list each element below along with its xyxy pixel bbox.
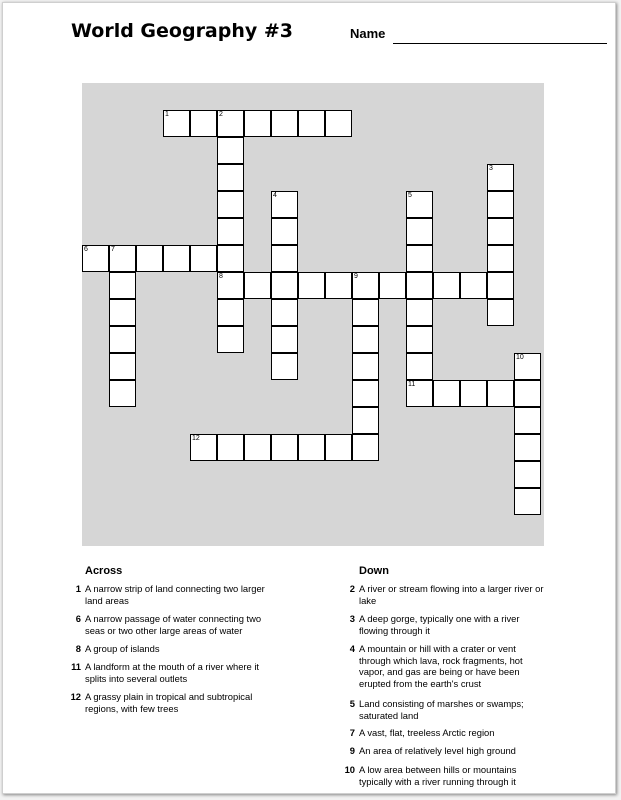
crossword-cell[interactable]	[217, 164, 244, 191]
clue-number: 2	[349, 583, 355, 594]
crossword-cell[interactable]	[217, 299, 244, 326]
clue-line: A group of islands	[85, 643, 160, 654]
clue-line: regions, with few trees	[85, 702, 179, 714]
crossword-cell[interactable]	[352, 407, 379, 434]
clue-number: 4	[273, 192, 277, 199]
crossword-cell[interactable]	[352, 434, 379, 461]
clue-line: A landform at the mouth of a river where it	[85, 661, 260, 672]
clue-text	[85, 583, 265, 606]
crossword-cell[interactable]	[325, 272, 352, 299]
clue-line: An area of relatively level high ground	[359, 745, 516, 756]
crossword-cell[interactable]	[406, 380, 433, 407]
crossword-cell[interactable]	[487, 164, 514, 191]
clue-line: A narrow strip of land connecting two larger	[85, 583, 265, 594]
crossword-cell[interactable]	[514, 488, 541, 515]
crossword-cell[interactable]	[487, 191, 514, 218]
clue-number: 9	[349, 745, 355, 756]
crossword-cell[interactable]	[109, 245, 136, 272]
clue-number: 1	[165, 111, 169, 118]
name-line	[393, 43, 607, 44]
crossword-cell[interactable]	[271, 326, 298, 353]
clue-text	[359, 643, 523, 689]
crossword-cell[interactable]	[325, 434, 352, 461]
clue-line: splits into several outlets	[85, 672, 188, 684]
crossword-cell[interactable]	[379, 272, 406, 299]
crossword-cell[interactable]	[244, 434, 271, 461]
clue-line: A vast, flat, treeless Arctic region	[359, 727, 495, 738]
clue-line: A mountain or hill with a crater or vent	[359, 643, 516, 654]
crossword-cell[interactable]	[271, 245, 298, 272]
clue-line: A river or stream flowing into a larger river or	[359, 583, 544, 594]
crossword-cell[interactable]	[190, 245, 217, 272]
clue-number: 5	[349, 698, 355, 709]
crossword-cell[interactable]	[487, 218, 514, 245]
clue-text	[359, 583, 543, 606]
clue-line: through which lava, rock fragments, hot	[359, 654, 523, 666]
crossword-cell[interactable]	[271, 191, 298, 218]
crossword-cell[interactable]	[136, 245, 163, 272]
crossword-cell[interactable]	[217, 110, 244, 137]
crossword-cell[interactable]	[514, 461, 541, 488]
clue-number: 7	[111, 246, 115, 253]
crossword-cell[interactable]	[271, 218, 298, 245]
crossword-grid	[82, 83, 544, 546]
clue-number: 4	[349, 643, 355, 654]
clue-line: A grassy plain in tropical and subtropical	[85, 691, 253, 702]
crossword-cell[interactable]	[514, 353, 541, 380]
clue-text	[359, 727, 494, 739]
crossword-cell[interactable]	[406, 245, 433, 272]
clue-line: Land consisting of marshes or swamps;	[359, 698, 524, 709]
clue-text	[359, 698, 524, 721]
clue-number: 3	[349, 613, 355, 624]
clue-line: A low area between hills or mountains	[359, 764, 517, 775]
crossword-cell[interactable]	[406, 299, 433, 326]
clue-number: 10	[516, 354, 524, 361]
crossword-cell[interactable]	[109, 380, 136, 407]
clue-line: saturated land	[359, 709, 419, 721]
clue-text	[85, 661, 259, 684]
clue-line: seas or two other large areas of water	[85, 624, 243, 636]
crossword-cell[interactable]	[433, 380, 460, 407]
clue-text	[85, 613, 261, 636]
clue-number: 12	[70, 691, 81, 702]
clue-number: 3	[489, 165, 493, 172]
clue-number: 8	[219, 273, 223, 280]
crossword-cell[interactable]	[298, 272, 325, 299]
crossword-cell[interactable]	[271, 353, 298, 380]
crossword-cell[interactable]	[406, 272, 433, 299]
crossword-cell[interactable]	[271, 110, 298, 137]
crossword-cell[interactable]	[217, 218, 244, 245]
clue-number: 10	[344, 764, 355, 775]
crossword-cell[interactable]	[514, 380, 541, 407]
crossword-cell[interactable]	[406, 353, 433, 380]
clue-line: A deep gorge, typically one with a river	[359, 613, 520, 624]
crossword-cell[interactable]	[460, 380, 487, 407]
clue-line: lake	[359, 594, 377, 606]
crossword-cell[interactable]	[190, 434, 217, 461]
crossword-cell[interactable]	[217, 326, 244, 353]
crossword-cell[interactable]	[298, 110, 325, 137]
crossword-cell[interactable]	[487, 272, 514, 299]
clue-number: 2	[219, 111, 223, 118]
crossword-cell[interactable]	[487, 380, 514, 407]
worksheet-title: World Geography #3	[71, 20, 294, 42]
crossword-cell[interactable]	[163, 110, 190, 137]
crossword-cell[interactable]	[109, 326, 136, 353]
clue-number: 9	[354, 273, 358, 280]
clue-number: 11	[408, 381, 416, 388]
clue-line: A narrow passage of water connecting two	[85, 613, 262, 624]
crossword-cell[interactable]	[433, 272, 460, 299]
crossword-cell[interactable]	[217, 191, 244, 218]
crossword-cell[interactable]	[271, 434, 298, 461]
crossword-cell[interactable]	[325, 110, 352, 137]
clue-line: typically with a river running through it	[359, 775, 516, 787]
crossword-cell[interactable]	[163, 245, 190, 272]
crossword-cell[interactable]	[82, 245, 109, 272]
down-heading: Down	[359, 565, 389, 577]
crossword-cell[interactable]	[109, 299, 136, 326]
crossword-cell[interactable]	[514, 407, 541, 434]
clue-line: land areas	[85, 594, 129, 606]
crossword-cell[interactable]	[109, 272, 136, 299]
clue-line: vapor, and gas are being or have been	[359, 666, 520, 678]
clue-number: 5	[408, 192, 412, 199]
across-heading: Across	[85, 565, 123, 577]
crossword-cell[interactable]	[217, 434, 244, 461]
clue-number: 6	[75, 613, 81, 624]
name-label: Name	[350, 26, 386, 41]
crossword-cell[interactable]	[406, 191, 433, 218]
clue-number: 1	[75, 583, 81, 594]
crossword-cell[interactable]	[352, 353, 379, 380]
clue-text	[85, 691, 252, 714]
crossword-cell[interactable]	[352, 326, 379, 353]
crossword-cell[interactable]	[217, 272, 244, 299]
crossword-cell[interactable]	[352, 272, 379, 299]
clue-number: 12	[192, 435, 200, 442]
clue-number: 6	[84, 246, 88, 253]
crossword-cell[interactable]	[217, 245, 244, 272]
crossword-cell[interactable]	[244, 110, 271, 137]
clue-number: 7	[349, 727, 355, 738]
crossword-cell[interactable]	[244, 272, 271, 299]
clue-number: 11	[71, 661, 81, 672]
crossword-cell[interactable]	[109, 353, 136, 380]
clue-line: flowing through it	[359, 624, 430, 636]
clue-text	[359, 745, 516, 757]
crossword-cell[interactable]	[271, 272, 298, 299]
crossword-cell[interactable]	[352, 299, 379, 326]
crossword-cell[interactable]	[514, 434, 541, 461]
crossword-cell[interactable]	[487, 299, 514, 326]
clue-text	[359, 613, 520, 636]
crossword-cell[interactable]	[352, 380, 379, 407]
worksheet-page	[2, 2, 616, 794]
clue-number: 8	[75, 643, 81, 654]
crossword-cell[interactable]	[298, 434, 325, 461]
crossword-cell[interactable]	[271, 299, 298, 326]
crossword-cell[interactable]	[460, 272, 487, 299]
crossword-cell[interactable]	[190, 110, 217, 137]
clue-text	[359, 764, 516, 787]
crossword-cell[interactable]	[406, 218, 433, 245]
clue-line: erupted from the earth's crust	[359, 677, 482, 689]
crossword-cell[interactable]	[487, 245, 514, 272]
clue-text	[85, 643, 160, 655]
crossword-cell[interactable]	[406, 326, 433, 353]
crossword-cell[interactable]	[217, 137, 244, 164]
